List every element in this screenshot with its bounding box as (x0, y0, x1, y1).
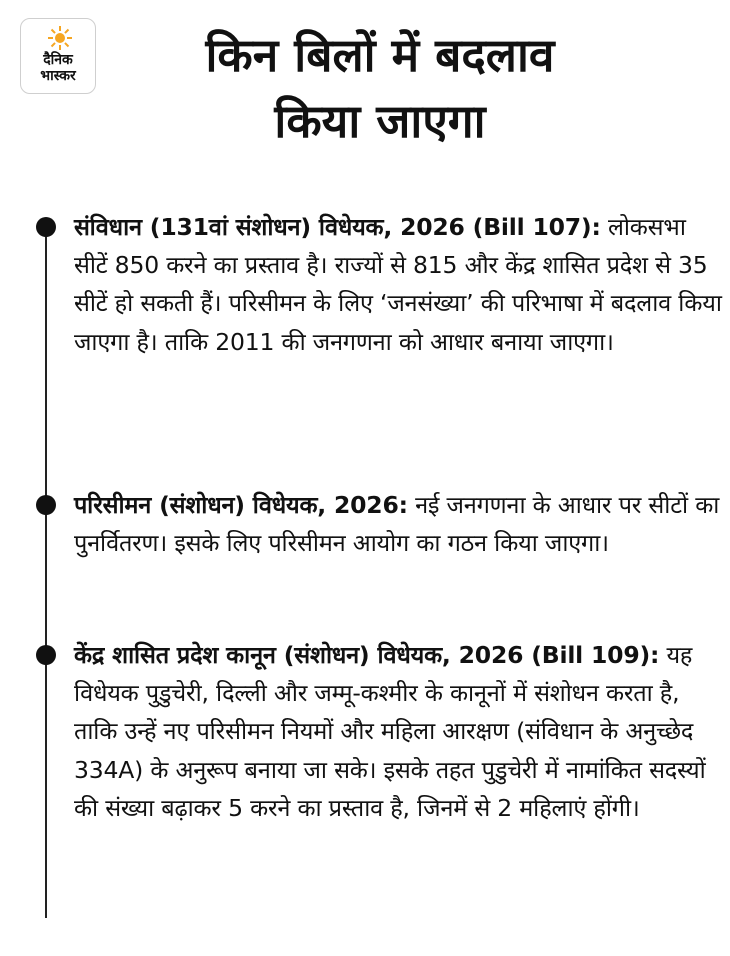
bullet-dot (36, 217, 56, 237)
bill-description: लोकसभा सीटें 850 करने का प्रस्ताव है। राज्यों से 815 और केंद्र शासित प्रदेश से 35 सीटें हो सकती हैं। परिसीमन के लिए ‘जनसंख्या’ की परिभाषा में बदलाव किया जाएगा है। ताकि 2011 की जनगणना को आधार बनाया जाएगा। (74, 213, 722, 356)
sun-icon (48, 26, 72, 50)
bill-item-text (74, 486, 724, 562)
title-line2: किया जाएगा (274, 94, 486, 148)
bill-description: यह विधेयक पुडुचेरी, दिल्ली और जम्मू-कश्मीर के कानूनों में संशोधन करता है, ताकि उन्हें नए परिसीमन नियमों और महिला आरक्षण (संविधान के अनुच्छेद 334A) के अनुरूप बनाया जा सके। इसके तहत पुडुचेरी में नामांकित सदस्यों की संख्या बढ़ाकर 5 करने का प्रस्ताव है, जिनमें से 2 महिलाएं होंगी। (74, 641, 706, 822)
bill-name: केंद्र शासित प्रदेश कानून (संशोधन) विधेयक, 2026 (Bill 109): (74, 641, 660, 669)
bill-description: नई जनगणना के आधार पर सीटों का पुनर्वितरण। इसके लिए परिसीमन आयोग का गठन किया जाएगा। (74, 491, 720, 558)
title-line1: किन बिलों में बदलाव (205, 28, 555, 82)
bill-item-text (74, 636, 724, 827)
logo-text-line2: भास्कर (40, 68, 76, 84)
bill-name: संविधान (131वां संशोधन) विधेयक, 2026 (Bill 107): (74, 213, 601, 241)
page-title (110, 22, 650, 154)
timeline-line (45, 226, 47, 918)
logo-text-line1: दैनिक (43, 52, 73, 68)
bullet-dot (36, 645, 56, 665)
bill-item-text (74, 208, 724, 361)
dainik-bhaskar-logo (20, 18, 96, 94)
bill-name: परिसीमन (संशोधन) विधेयक, 2026: (74, 491, 408, 519)
bullet-dot (36, 495, 56, 515)
